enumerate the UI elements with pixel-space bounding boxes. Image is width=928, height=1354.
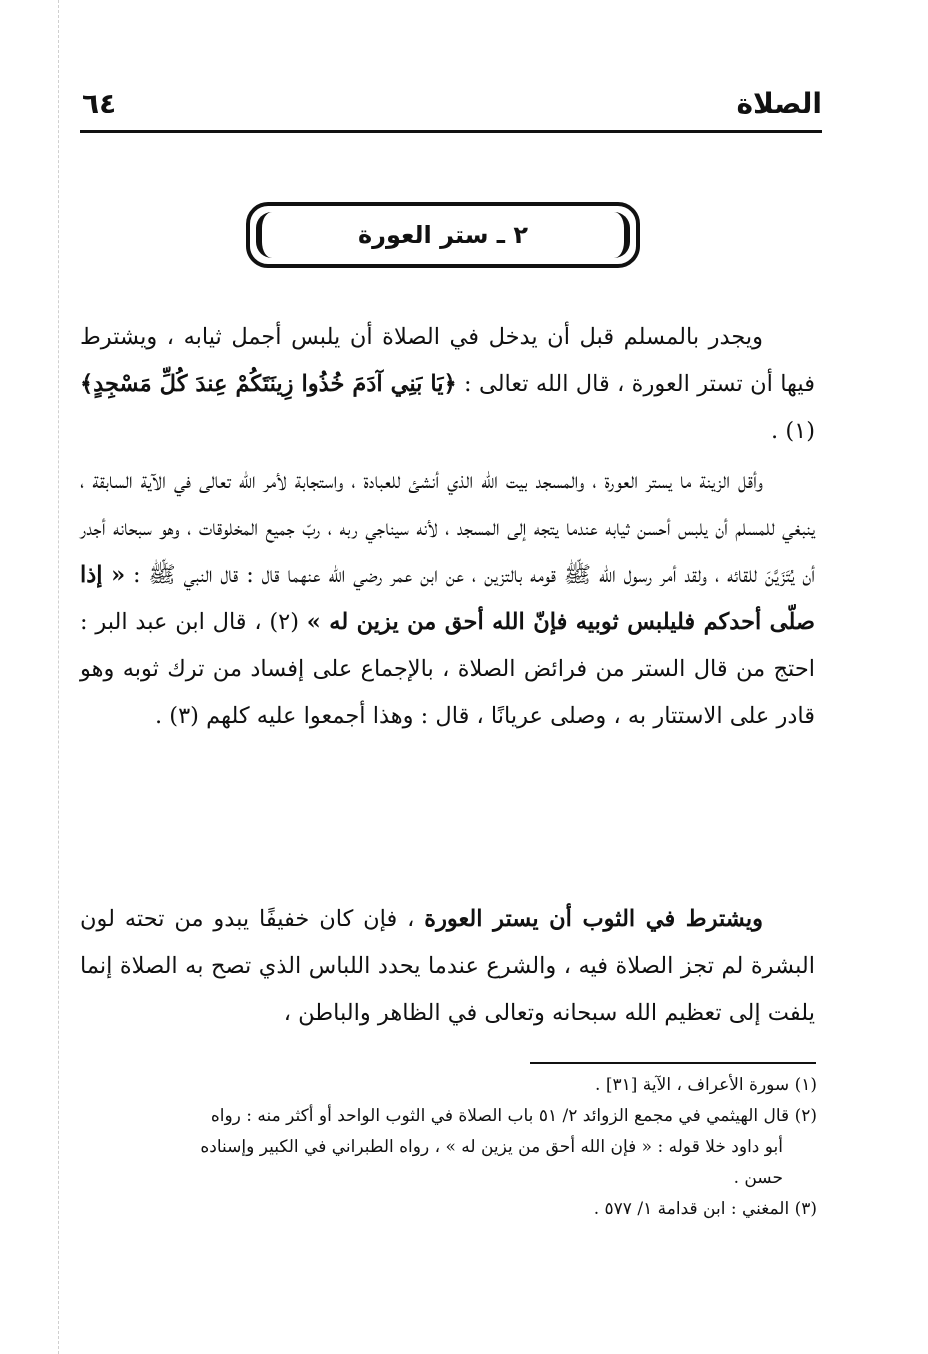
paragraph-1-text-b: (١) . xyxy=(771,418,815,444)
paragraph-2-text-a: وأقل الزينة ما يستر العورة ، والمسجد بيت الله الذي أنشئ للعبادة ، واستجابة لأمر الله تعالى في الآية السابقة ، ينبغي للمسلم أن يلبس أحسن ثيابه عندما يتجه إلى المسجد ، لأنه سيناجي ربه ، ربّ جميع المخلوقات ، وهو سبحانه أجدر أن يُتَزَيَّنَ للقائه ، ولقد أمر رسول الله ﷺ قومه بالتزين ، عن ابن عمر رضي الله عنهما قال : قال النبي ﷺ : xyxy=(80,468,815,588)
scan-crop-mark xyxy=(58,0,59,1354)
footnote-rule xyxy=(530,1062,816,1064)
section-title-frame xyxy=(246,202,640,268)
hadith-quote: « إذا صلّى أحدكم فليلبس ثوبيه فإنّ الله أحق من يزين له » xyxy=(80,562,815,635)
quran-verse: ﴿يَا بَنِي آدَمَ خُذُوا زِينَتَكُمْ عِندَ كُلِّ مَسْجِدٍ﴾ xyxy=(80,371,457,397)
paragraph-1-text-a: ويجدر بالمسلم قبل أن يدخل في الصلاة أن يلبس أجمل ثيابه ، ويشترط فيها أن تستر العورة ، قال الله تعالى : xyxy=(80,324,815,397)
page-header xyxy=(82,80,822,126)
footnote-2-line-1: (٢) قال الهيثمي في مجمع الزوائد ٢/ ٥١ باب الصلاة في الثوب الواحد أو أكثر منه : رواه xyxy=(210,1106,817,1126)
paragraph-1 xyxy=(80,314,815,455)
footnote-2-line-2: أبو داود خلا قوله : « فإن الله أحق من يزين له » ، رواه الطبراني في الكبير وإسناده xyxy=(200,1137,783,1157)
paragraph-3-bold: ويشترط في الثوب أن يستر العورة xyxy=(424,906,763,932)
footnote-3: (٣) المغني : ابن قدامة ١/ ٥٧٧ . xyxy=(593,1199,817,1219)
section-title: ٢ ـ ستر العورة xyxy=(357,221,529,249)
page-number: ٦٤ xyxy=(82,86,117,120)
header-rule xyxy=(80,130,822,133)
paragraph-3 xyxy=(80,896,815,1037)
running-title: الصلاة xyxy=(736,86,822,120)
paragraph-2-text-b: (٢) ، قال ابن عبد البر : احتج من قال الستر من فرائض الصلاة ، بالإجماع على إفساد من ترك ثوبه وهو قادر على الاستتار به ، وصلى عريانًا ، قال : وهذا أجمعوا عليه كلهم (٣) . xyxy=(80,609,815,729)
footnotes xyxy=(80,1070,817,1225)
footnote-2-line-3: حسن . xyxy=(733,1168,783,1188)
footnote-1: (١) سورة الأعراف ، الآية [٣١] . xyxy=(595,1075,817,1095)
paragraph-3-text: ، فإن كان خفيفًا يبدو من تحته لون البشرة لم تجز الصلاة فيه ، والشرع عندما يحدد اللباس الذي تصح به الصلاة إنما يلفت إلى تعظيم الله سبحانه وتعالى في الظاهر والباطن ، xyxy=(80,906,815,1026)
paragraph-2 xyxy=(80,458,815,740)
